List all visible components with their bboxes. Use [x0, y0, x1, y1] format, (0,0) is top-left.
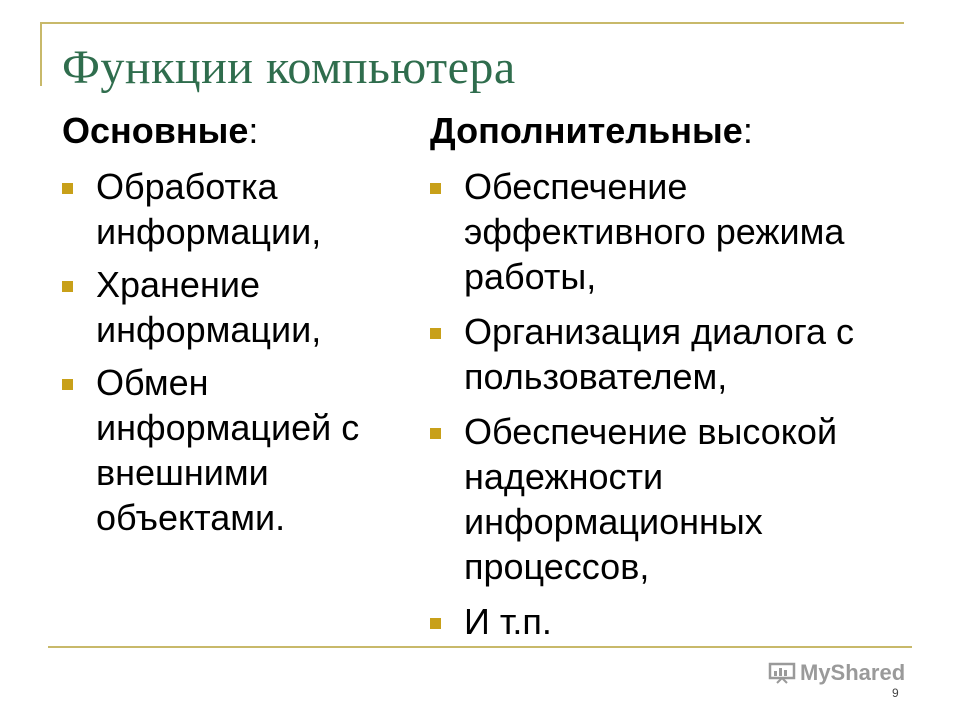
list-item-text: Организация диалога с пользователем,	[464, 311, 855, 397]
list-item-text: Обеспечение высокой надежности информационных процессов,	[464, 411, 838, 587]
additional-functions-heading-colon: :	[742, 110, 753, 151]
list-item-text: Хранение информации,	[96, 264, 322, 350]
list-item	[62, 262, 402, 352]
additional-functions-heading-label: Дополнительные	[430, 110, 743, 151]
list-item-text: Обработка информации,	[96, 166, 322, 252]
additional-functions-column	[430, 108, 930, 654]
list-item	[62, 360, 402, 540]
bullet-square-icon	[62, 183, 73, 194]
page-number: 9	[892, 686, 899, 700]
bullet-square-icon	[430, 183, 441, 194]
watermark-text: MyShared	[800, 660, 906, 685]
myshared-watermark	[768, 660, 905, 686]
basic-functions-heading-colon: :	[248, 110, 259, 151]
basic-functions-heading	[62, 108, 402, 154]
frame-top-line	[40, 22, 904, 24]
basic-functions-column	[62, 108, 402, 548]
list-item-text: Обмен информацией с внешними объектами.	[96, 362, 360, 538]
bullet-square-icon	[430, 428, 441, 439]
list-item	[430, 309, 930, 399]
presentation-board-icon	[768, 662, 796, 684]
bullet-square-icon	[62, 281, 73, 292]
list-item-text: И т.п.	[464, 601, 552, 642]
slide-title: Функции компьютера	[62, 41, 516, 94]
list-item	[430, 599, 930, 644]
list-item-text: Обеспечение эффективного режима работы,	[464, 166, 845, 297]
bullet-square-icon	[430, 328, 441, 339]
bullet-square-icon	[430, 618, 441, 629]
list-item	[430, 164, 930, 299]
list-item	[430, 409, 930, 589]
basic-functions-heading-label: Основные	[62, 110, 249, 151]
additional-functions-heading	[430, 108, 930, 154]
list-item	[62, 164, 402, 254]
additional-functions-list	[430, 164, 930, 644]
frame-left-line	[40, 22, 42, 86]
bullet-square-icon	[62, 379, 73, 390]
basic-functions-list	[62, 164, 402, 540]
